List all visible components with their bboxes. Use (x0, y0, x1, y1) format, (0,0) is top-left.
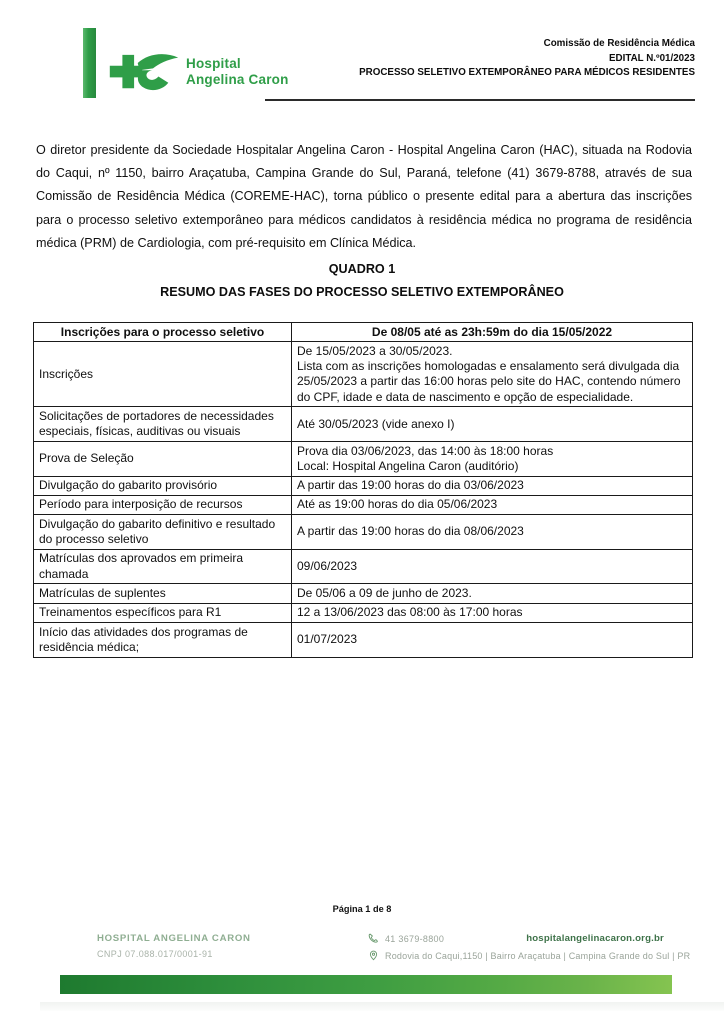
detail-cell (292, 407, 693, 442)
detail-line: Lista com as inscrições homologadas e ensalamento será divulgada dia 25/05/2023 a partir das 16:00 horas pelo site do HAC, contendo número do CPF, idade e data de nascimento e opção de especialidade. (297, 359, 681, 404)
table-row (34, 442, 693, 477)
detail-line: De 05/06 a 09 de junho de 2023. (297, 585, 472, 600)
header-dept-line: Comissão de Residência Médica (543, 38, 695, 49)
page-number-label: Página 1 de 8 (332, 904, 392, 914)
footer-website: hospitalangelinacaron.org.br (526, 933, 664, 944)
header-edital-line: EDITAL N.º01/2023 (609, 52, 695, 64)
footer-address-row (368, 950, 690, 961)
hospital-logo (108, 50, 289, 94)
quadro-title: QUADRO 1 (328, 262, 396, 276)
table-row (34, 584, 693, 603)
detail-cell (292, 495, 693, 514)
quadro-heading (0, 258, 724, 303)
table-row (34, 495, 693, 514)
detail-line: 09/06/2023 (297, 559, 358, 573)
logo-line2: Angelina Caron (186, 72, 289, 87)
phase-cell: Divulgação do gabarito definitivo e resultado do processo seletivo (34, 515, 292, 550)
phase-cell: Período para interposição de recursos (34, 495, 292, 514)
phase-cell: Solicitações de portadores de necessidades especiais, físicas, auditivas ou visuais (34, 407, 292, 442)
table-row (34, 549, 693, 584)
phase-cell: Início das atividades dos programas de residência médica; (34, 623, 292, 658)
phase-cell: Divulgação do gabarito provisório (34, 476, 292, 495)
phase-cell: Treinamentos específicos para R1 (34, 603, 292, 622)
detail-cell (292, 623, 693, 658)
page-edge-shadow (40, 1002, 724, 1011)
table-row (34, 623, 693, 658)
detail-cell (292, 476, 693, 495)
detail-cell (292, 342, 693, 407)
detail-line: A partir das 19:00 horas do dia 03/06/2023 (297, 478, 524, 493)
header-rule (265, 99, 695, 101)
location-pin-icon (368, 950, 379, 961)
detail-line: De 15/05/2023 a 30/05/2023. (297, 343, 453, 358)
schedule-table (33, 322, 693, 658)
detail-line: Prova dia 03/06/2023, das 14:00 às 18:00 horas (297, 443, 554, 458)
detail-line: 12 a 13/06/2023 das 08:00 às 17:00 horas (297, 605, 523, 620)
detail-line: A partir das 19:00 horas do dia 08/06/2023 (297, 524, 524, 539)
quadro-subtitle: RESUMO DAS FASES DO PROCESSO SELETIVO EXTEMPORÂNEO (160, 284, 564, 299)
header-green-bar (83, 28, 96, 98)
detail-line: Local: Hospital Angelina Caron (auditório) (297, 458, 519, 473)
header-title-block (359, 37, 695, 81)
phase-cell: Matrículas de suplentes (34, 584, 292, 603)
table-header-row (34, 323, 693, 342)
detail-line: 01/07/2023 (297, 632, 358, 647)
footer-green-bar (60, 975, 672, 994)
table-row (34, 407, 693, 442)
schedule-table-body (34, 342, 693, 657)
footer-hospital-name: HOSPITAL ANGELINA CARON (97, 933, 251, 944)
footer-address: Rodovia do Caqui,1150 | Bairro Araçatuba | Campina Grande do Sul | PR (385, 950, 691, 961)
detail-cell (292, 442, 693, 477)
logo-line1: Hospital (186, 55, 241, 71)
phase-cell: Prova de Seleção (34, 442, 292, 477)
table-row (34, 603, 693, 622)
table-row (34, 476, 693, 495)
detail-cell (292, 584, 693, 603)
detail-cell (292, 549, 693, 584)
table-header-detail: De 08/05 até as 23h:59m do dia 15/05/2022 (292, 323, 693, 342)
logo-text (186, 56, 289, 89)
table-row (34, 515, 693, 550)
footer-phone-row (368, 933, 444, 944)
footer-cnpj: CNPJ 07.088.017/0001-91 (97, 949, 213, 959)
table-header-phase: Inscrições para o processo seletivo (34, 323, 292, 342)
detail-line: Até 30/05/2023 (vide anexo I) (297, 416, 455, 431)
detail-cell (292, 603, 693, 622)
header-process-line: PROCESSO SELETIVO EXTEMPORÂNEO PARA MÉDICOS RESIDENTES (359, 67, 695, 78)
intro-paragraph: O diretor presidente da Sociedade Hospitalar Angelina Caron - Hospital Angelina Caron (HAC), situada na Rodovia do Caqui, nº 1150, bairro Araçatuba, Campina Grande do Sul, Paraná, telefone (41) 3679-8788, através de sua Comissão de Residência Médica (COREME-HAC), torna público o presente edital para a abertura das inscrições para o processo seletivo extemporâneo para médicos candidatos à residência médica no programa de residência médica (PRM) de Cardiologia, com pré-requisito em Clínica Médica. (36, 142, 692, 251)
table-row (34, 342, 693, 407)
hac-cross-icon (108, 50, 180, 94)
detail-line: Até as 19:00 horas do dia 05/06/2023 (297, 497, 498, 512)
phone-icon (368, 933, 379, 944)
phase-cell: Inscrições (34, 342, 292, 407)
detail-cell (292, 515, 693, 550)
phase-cell: Matrículas dos aprovados em primeira chamada (34, 549, 292, 584)
footer-phone: 41 3679-8800 (385, 933, 445, 944)
